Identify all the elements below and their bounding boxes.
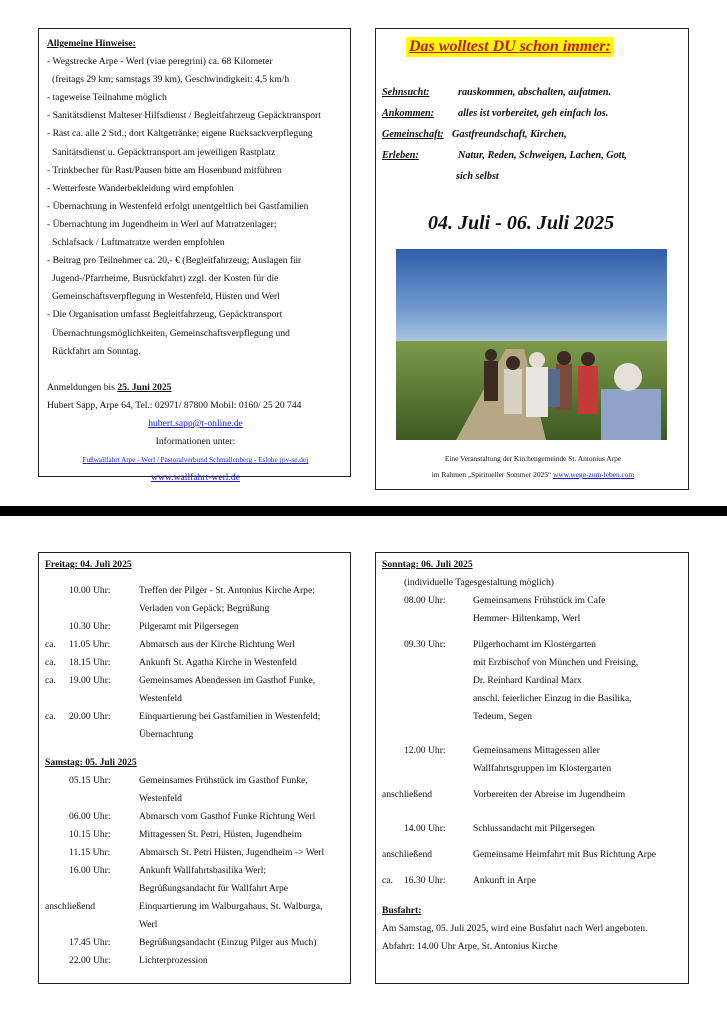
entry-text: Westenfeld [139,693,182,704]
entry-text: Dr. Reinhard Kardinal Marx [473,675,582,686]
benefit-term: Sehnsucht: [382,87,430,98]
entry-text: Pilgerhochamt im Klostergarten [473,639,596,650]
general-notes-box [38,28,351,484]
entry-text: Einquartierung bei Gastfamilien in Westenfeld; [139,711,321,722]
info-label: Informationen unter: [155,435,236,447]
entry-text: Gemeinsames Frühstück im Gasthof Funke, [139,775,308,786]
day-title: Freitag: 04. Juli 2025 [45,559,132,570]
entry-time: 06.00 Uhr: [69,811,111,822]
entry-time: 11.05 Uhr: [69,639,111,650]
note-line: - Beitrag pro Teilnehmer ca. 20,- € (Begleitfahrzeug; Auslagen für [47,255,302,267]
note-line: Übernachtungsmöglichkeiten, Gemeinschaftsverpflegung und [52,327,290,339]
entry-prefix: anschließend [45,901,96,912]
entry-prefix: ca. [45,675,56,686]
entry-text: Schlussandacht mit Pilgersegen [473,823,595,834]
entry-time: 16.30 Uhr: [404,875,446,886]
note-line: Sanitätsdienst u. Gepäcktransport am jeweiligen Rastplatz [52,146,276,158]
email-link[interactable]: hubert.sapp@t-online.de [148,417,243,429]
benefit-term: Erleben: [382,150,419,161]
entry-text: Verladen von Gepäck; Begrüßung [139,603,270,614]
program-link[interactable]: www.wege-zum-leben.com [553,470,635,479]
entry-text: mit Erzbischof von München und Freising, [473,657,639,668]
note-line: Jugend-/Pfarrheime, Busrückfahrt) zzgl. der Kosten für die [52,273,279,285]
benefit-term: Ankommen: [382,108,435,119]
website-link[interactable]: www.wallfahrt-werl.de [151,472,240,484]
note-line: Rückfahrt am Sonntag. [52,345,141,357]
entry-text: Pilgeramt mit Pilgersegen [139,621,239,632]
entry-time: 19.00 Uhr: [69,675,111,686]
entry-time: 08.00 Uhr: [404,595,446,606]
bus-info-line: Am Samstag, 05. Juli 2025, wird eine Busfahrt nach Werl angeboten. [382,923,648,934]
flyer-front-page [0,0,727,506]
entry-text: Ankunft St. Agatha Kirche in Westenfeld [139,657,297,668]
note-line: - Trinkbecher für Rast/Pausen bitte am Hosenbund mitführen [47,164,282,176]
entry-prefix: anschließend [382,849,433,860]
entry-text: Gemeinsamens Frühstück im Cafe [473,595,606,606]
entry-text: Wallfahrtsgruppen im Klostergarten [473,763,612,774]
note-line: - Wegstrecke Arpe - Werl (viae peregrini) ca. 68 Kilometer [47,56,273,68]
entry-time: 14.00 Uhr: [404,823,446,834]
bus-info-line: Abfahrt: 14.00 Uhr Arpe, St. Antonius Kirche [382,941,558,952]
entry-prefix: ca. [45,657,56,668]
benefit-text: Natur, Reden, Schweigen, Lachen, Gott, [458,150,627,161]
entry-text: Abmarsch vom Gasthof Funke Richtung Werl [139,811,316,822]
entry-time: 22.00 Uhr: [69,955,111,966]
entry-text: Gemeinsame Heimfahrt mit Bus Richtung Arpe [473,849,657,860]
entry-time: 10.00 Uhr: [69,585,111,596]
event-dates: 04. Juli - 06. Juli 2025 [428,212,615,234]
entry-text: Begrüßungsandacht für Wallfahrt Arpe [139,883,289,894]
note-line: - Übernachtung im Jugendheim in Werl auf Matratzenlager; [47,218,277,230]
info-link[interactable]: Fußwallfahrt Arpe - Werl / Pastoralverbund Schmallenberg - Eslohe (pv-se.de) [82,456,309,465]
entry-text: Übernachtung [139,729,194,740]
entry-text: Einquartierung im Walburgahaus, St. Walburga, [139,901,323,912]
benefit-text: alles ist vorbereitet, geh einfach los. [458,108,609,119]
entry-time: 11.15 Uhr: [69,847,111,858]
notes-title: Allgemeine Hinweise: [47,38,136,49]
pilgrims-photo [396,249,667,440]
entry-text: Lichterprozession [139,955,208,966]
note-line: - tageweise Teilnahme möglich [47,92,167,104]
caption-organizer: Eine Veranstaltung der Kirchengemeinde St. Antonius Arpe [444,454,622,463]
entry-time: 09.30 Uhr: [404,639,446,650]
entry-time: 16.00 Uhr: [69,865,111,876]
note-line: - Übernachtung in Westenfeld erfolgt unentgeltlich bei Gastfamilien [47,200,309,212]
benefit-text: sich selbst [456,171,499,182]
entry-time: 12.00 Uhr: [404,745,446,756]
entry-time: 10.30 Uhr: [69,621,111,632]
day-note: (individuelle Tagesgestaltung möglich) [404,577,554,588]
note-line: - Die Organisation umfasst Begleitfahrzeug, Gepäcktransport [47,309,283,321]
entry-prefix: ca. [45,711,56,722]
entry-text: Tedeum, Segen [473,711,533,722]
registration-line: Anmeldungen bis 25. Juni 2025 [47,381,172,393]
day-title: Busfahrt: [382,905,422,916]
schedule-friday-saturday [38,552,351,984]
promo-box [375,28,689,490]
headline: Das wolltest DU schon immer: [406,37,614,57]
entry-text: Gemeinsames Abendessen im Gasthof Funke, [139,675,316,686]
note-line: - Sanitätsdienst Malteser Hilfsdienst / Begleitfahrzeug Gepäcktransport [47,110,321,122]
day-title: Samstag: 05. Juli 2025 [45,757,137,768]
entry-text: Begrüßungsandacht (Einzug Pilger aus Much) [139,937,317,948]
contact-line: Hubert Sapp, Arpe 64, Tel.: 02971/ 87800 Mobil: 0160/ 25 20 744 [47,399,302,411]
entry-time: 10.15 Uhr: [69,829,111,840]
entry-time: 05.15 Uhr: [69,775,111,786]
entry-text: Abmarsch aus der Kirche Richtung Werl [139,639,295,650]
entry-text: Treffen der Pilger - St. Antonius Kirche Arpe; [139,585,315,596]
flyer-schedule-page [0,516,727,1024]
entry-text: Westenfeld [139,793,182,804]
benefit-text: Gastfreundschaft, Kirchen, [452,129,567,140]
note-line: - Rast ca. alle 2 Std.; dort Kaltgetränke; eigene Rucksackverpflegung [47,128,313,140]
entry-prefix: ca. [382,875,393,886]
entry-text: anschl. feierlicher Einzug in die Basilika, [473,693,632,704]
note-line: Gemeinschaftsverpflegung in Westenfeld, Hüsten und Werl [52,291,280,303]
entry-text: Vorbereiten der Abreise im Jugendheim [473,789,626,800]
registration-deadline: 25. Juni 2025 [117,381,172,393]
benefit-term: Gemeinschaft: [382,129,444,140]
entry-time: 17.45 Uhr: [69,937,111,948]
entry-text: Hemmer- Hiltenkamp, Werl [473,613,581,624]
entry-text: Ankunft Wallfahrtsbasilika Werl; [139,865,267,876]
entry-time: 18.15 Uhr: [69,657,111,668]
benefit-text: rauskommen, abschalten, aufatmen. [458,87,612,98]
note-line: Schlafsack / Luftmatratze werden empfohlen [52,237,225,249]
entry-time: 20.00 Uhr: [69,711,111,722]
entry-text: Gemeinsamens Mittagessen aller [473,745,600,756]
entry-text: Abmarsch St. Petri Hüsten, Jugendheim -> Werl [139,847,325,858]
entry-text: Mittagessen St. Petri, Hüsten, Jugendheim [139,829,302,840]
schedule-sunday [375,552,689,984]
pilgrims-photo-image [396,249,667,440]
entry-text: Ankunft in Arpe [473,875,536,886]
day-title: Sonntag: 06. Juli 2025 [382,559,473,570]
note-line: (freitags 29 km; samstags 39 km), Geschwindigkeit: 4,5 km/h [52,74,290,86]
notes-list [47,53,344,361]
entry-prefix: ca. [45,639,56,650]
note-line: - Wetterfeste Wanderbekleidung wird empfohlen [47,182,234,194]
caption-program: im Rahmen „Spiritueller Sommer 2025“ www.wege-zum-leben.com [431,470,635,479]
entry-prefix: anschließend [382,789,433,800]
entry-text: Werl [139,919,158,930]
